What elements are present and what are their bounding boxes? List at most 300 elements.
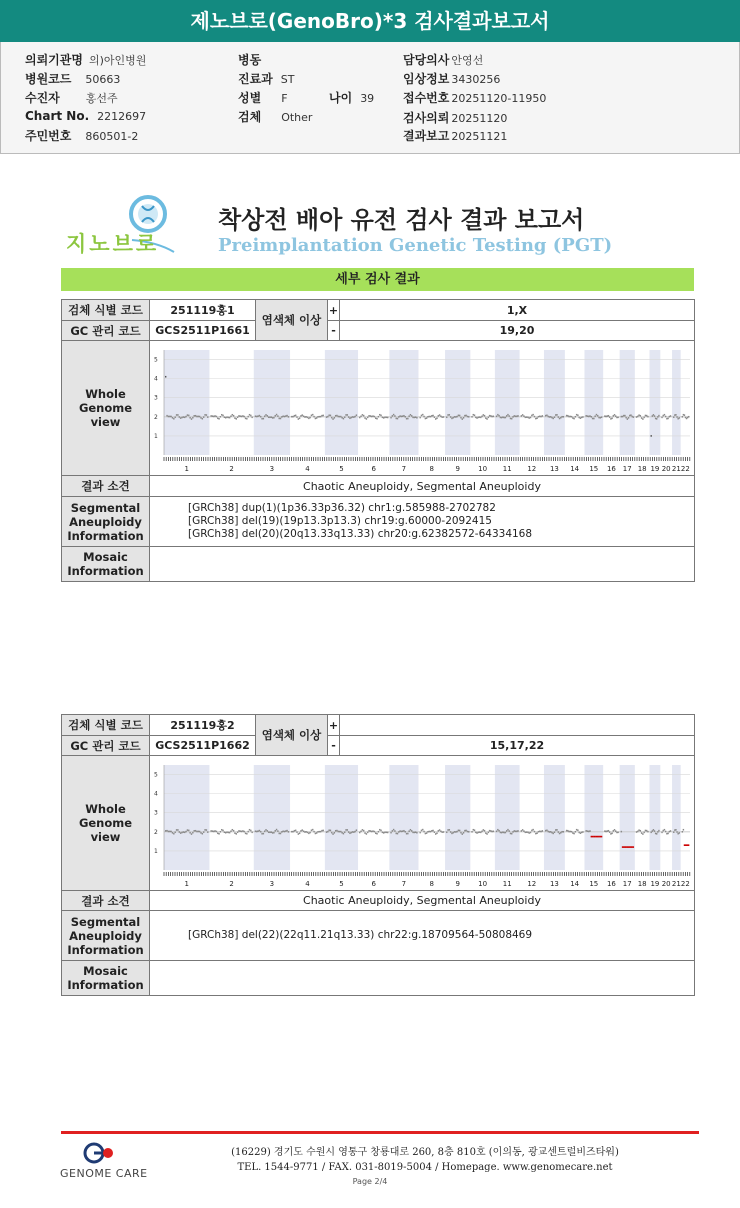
cnv-point	[238, 415, 239, 417]
chromosome-label: 4	[305, 464, 310, 473]
cnv-point	[589, 830, 590, 832]
cnv-point	[511, 417, 512, 419]
cnv-point	[617, 831, 618, 833]
cnv-point	[438, 830, 439, 832]
cnv-point	[319, 415, 320, 417]
cnv-point	[614, 829, 615, 831]
cnv-point	[228, 416, 229, 418]
cnv-point	[179, 831, 180, 833]
cnv-point	[560, 416, 561, 418]
cnv-point	[473, 413, 474, 415]
cnv-point	[370, 415, 371, 417]
gc-code-value: GCS2511P1661	[150, 321, 256, 341]
cnv-point	[616, 831, 617, 833]
cnv-point	[506, 415, 507, 417]
cnv-point	[204, 414, 205, 416]
cnv-point	[387, 831, 388, 833]
cnv-point	[507, 828, 508, 830]
cnv-point	[458, 414, 459, 416]
cnv-point	[268, 416, 269, 418]
cnv-point	[670, 415, 671, 417]
info-label: 의뢰기관명	[25, 53, 83, 67]
cnv-point	[560, 831, 561, 833]
cnv-point	[165, 375, 166, 377]
cnv-point	[607, 415, 608, 417]
cnv-point	[525, 416, 526, 418]
cnv-point	[665, 415, 666, 417]
cnv-point	[202, 832, 203, 834]
cnv-point	[273, 831, 274, 833]
chromosome-label: 17	[622, 879, 632, 888]
cnv-point	[380, 414, 381, 416]
cnv-point	[295, 414, 296, 416]
cnv-point	[214, 415, 215, 417]
whole-genome-chart-2	[150, 756, 695, 891]
cnv-point	[458, 829, 459, 831]
chromosome-band	[584, 350, 603, 455]
cnv-point	[379, 828, 380, 830]
cnv-point	[259, 829, 260, 831]
cnv-point	[169, 415, 170, 417]
cnv-point	[188, 414, 189, 416]
info-value: F	[281, 92, 288, 105]
cnv-point	[216, 830, 217, 832]
cnv-point	[673, 831, 674, 833]
cnv-point	[527, 831, 528, 833]
chromosome-label: 14	[570, 879, 580, 888]
cnv-point	[439, 829, 440, 831]
cnv-point	[633, 416, 634, 418]
cnv-point	[296, 416, 297, 418]
sample-id-value: 251119홍1	[150, 300, 256, 321]
cnv-point	[598, 416, 599, 418]
cnv-point	[339, 415, 340, 417]
cnv-point	[640, 414, 641, 416]
chromosome-label: 18	[637, 879, 647, 888]
cnv-point	[405, 830, 406, 832]
cnv-point	[623, 414, 624, 416]
cnv-point	[207, 831, 208, 833]
cnv-point	[460, 831, 461, 833]
cnv-point	[594, 415, 595, 417]
cnv-point	[621, 830, 622, 832]
cnv-point	[449, 414, 450, 416]
cnv-point	[585, 414, 586, 416]
cnv-point	[601, 416, 602, 418]
cnv-point	[303, 830, 304, 832]
cnv-point	[331, 416, 332, 418]
cnv-point	[663, 829, 664, 831]
cnv-point	[496, 830, 497, 832]
sample-id-value: 251119홍2	[150, 715, 256, 736]
cnv-point	[554, 416, 555, 418]
cnv-point	[573, 832, 574, 834]
cnv-point	[403, 414, 404, 416]
info-row-chart-no	[25, 109, 146, 123]
genome-plot-2	[150, 757, 695, 890]
cnv-point	[459, 829, 460, 831]
cnv-point	[172, 416, 173, 418]
cnv-point	[526, 416, 527, 418]
cnv-point	[408, 415, 409, 417]
cnv-point	[651, 435, 652, 437]
cnv-point	[440, 415, 441, 417]
info-label: 임상정보	[403, 72, 450, 86]
gain-chromosomes: 1,X	[340, 300, 695, 321]
info-label: 주민번호	[25, 129, 72, 143]
info-value: ST	[280, 73, 295, 86]
cnv-point	[383, 417, 384, 419]
info-label: 진료과	[238, 72, 273, 86]
cnv-point	[478, 831, 479, 833]
cnv-point	[176, 829, 177, 831]
report-title-english: Preimplantation Genetic Testing (PGT)	[218, 235, 613, 256]
cnv-point	[493, 830, 494, 832]
chromosome-label: 19	[650, 464, 660, 473]
cnv-point	[360, 415, 361, 417]
info-label: 담당의사	[403, 53, 450, 67]
chromosome-label: 21	[671, 464, 681, 473]
chromosome-band	[584, 765, 603, 870]
chromosome-label: 20	[661, 464, 671, 473]
page-number: Page 2/4	[352, 1177, 388, 1186]
genome-plot-1	[150, 342, 695, 475]
chromosome-band	[620, 765, 635, 870]
cnv-point	[412, 831, 413, 833]
info-row-hospital-code	[25, 70, 120, 87]
cnv-point	[480, 831, 481, 833]
cnv-point	[415, 831, 416, 833]
cnv-point	[568, 830, 569, 832]
cnv-point	[210, 830, 211, 832]
cnv-point	[570, 830, 571, 832]
cnv-point	[521, 415, 522, 417]
cnv-point	[592, 417, 593, 419]
cnv-point	[378, 830, 379, 832]
cnv-point	[563, 415, 564, 417]
cnv-point	[455, 416, 456, 418]
cnv-point	[641, 832, 642, 834]
cnv-point	[286, 414, 287, 416]
cnv-point	[191, 833, 192, 835]
cnv-point	[502, 416, 503, 418]
cnv-point	[172, 831, 173, 833]
cnv-point	[486, 833, 487, 835]
cnv-point	[581, 831, 582, 833]
cnv-point	[667, 832, 668, 834]
segmental-line: [GRCh38] del(20)(20q13.33q13.33) chr20:g.62382572-64334168	[188, 528, 533, 540]
cnv-point	[206, 414, 207, 416]
cnv-point	[611, 832, 612, 834]
cnv-point	[559, 417, 560, 419]
cnv-point	[432, 829, 433, 831]
cnv-point	[362, 829, 363, 831]
cnv-point	[256, 415, 257, 417]
cnv-point	[176, 414, 177, 416]
cnv-point	[313, 830, 314, 832]
cnv-point	[185, 830, 186, 832]
cnv-point	[489, 829, 490, 831]
cnv-point	[392, 415, 393, 417]
cnv-point	[615, 830, 616, 832]
cnv-point	[628, 846, 629, 848]
cnv-point	[328, 829, 329, 831]
chromosome-label: 9	[455, 464, 460, 473]
cnv-point	[688, 844, 689, 846]
cnv-point	[181, 831, 182, 833]
cnv-point	[624, 846, 625, 848]
cnv-point	[512, 416, 513, 418]
cnv-point	[484, 414, 485, 416]
cnv-point	[196, 415, 197, 417]
cnv-point	[236, 833, 237, 835]
cnv-point	[300, 830, 301, 832]
cnv-point	[530, 831, 531, 833]
cnv-point	[384, 831, 385, 833]
cnv-point	[335, 414, 336, 416]
cnv-point	[554, 831, 555, 833]
cnv-point	[345, 829, 346, 831]
segmental-label: Segmental Aneuploidy Information	[62, 911, 150, 961]
cnv-point	[246, 832, 247, 834]
cnv-point	[236, 418, 237, 420]
y-tick-label: 5	[154, 356, 158, 364]
info-row-department	[238, 70, 294, 87]
cnv-point	[682, 831, 683, 833]
cnv-point	[431, 415, 432, 417]
cnv-point	[330, 414, 331, 416]
cnv-point	[642, 833, 643, 835]
cnv-point	[272, 417, 273, 419]
cnv-point	[288, 831, 289, 833]
cnv-point	[682, 416, 683, 418]
cnv-point	[475, 831, 476, 833]
cnv-point	[203, 416, 204, 418]
cnv-point	[615, 415, 616, 417]
cnv-point	[646, 829, 647, 831]
cnv-point	[288, 416, 289, 418]
cnv-point	[284, 415, 285, 417]
cnv-point	[571, 415, 572, 417]
cnv-point	[214, 830, 215, 832]
cnv-point	[382, 831, 383, 833]
cnv-point	[479, 831, 480, 833]
chromosome-label: 21	[671, 879, 681, 888]
cnv-point	[221, 828, 222, 830]
cnv-point	[501, 831, 502, 833]
cnv-point	[285, 830, 286, 832]
cnv-point	[175, 416, 176, 418]
cnv-point	[213, 830, 214, 832]
cnv-point	[427, 415, 428, 417]
cnv-point	[484, 829, 485, 831]
cnv-point	[547, 415, 548, 417]
cnv-point	[454, 831, 455, 833]
chromosome-band	[650, 350, 661, 455]
cnv-point	[625, 846, 626, 848]
cnv-point	[294, 829, 295, 831]
segmental-line: [GRCh38] del(22)(22q11.21q13.33) chr22:g.18709564-50808469	[188, 929, 533, 941]
cnv-point	[241, 415, 242, 417]
chromosome-band	[254, 765, 290, 870]
cnv-point	[580, 417, 581, 419]
cnv-point	[629, 414, 630, 416]
cnv-point	[432, 414, 433, 416]
cnv-point	[500, 831, 501, 833]
cnv-point	[261, 417, 262, 419]
cnv-point	[416, 831, 417, 833]
cnv-point	[213, 415, 214, 417]
cnv-point	[507, 413, 508, 415]
cnv-point	[676, 831, 677, 833]
cnv-point	[222, 414, 223, 416]
cnv-point	[359, 416, 360, 418]
cnv-point	[194, 414, 195, 416]
cnv-point	[294, 414, 295, 416]
cnv-point	[292, 830, 293, 832]
sample-id-label: 검체 식별 코드	[62, 715, 150, 736]
cnv-point	[232, 413, 233, 415]
cnv-point	[298, 833, 299, 835]
cnv-point	[506, 830, 507, 832]
chromosome-label: 16	[606, 879, 616, 888]
cnv-point	[218, 417, 219, 419]
cnv-point	[241, 830, 242, 832]
cnv-point	[675, 414, 676, 416]
cnv-point	[455, 831, 456, 833]
cnv-point	[280, 832, 281, 834]
info-label: 검사의뢰	[403, 111, 450, 125]
cnv-point	[309, 831, 310, 833]
info-value: Other	[281, 111, 313, 124]
cnv-point	[331, 831, 332, 833]
cnv-point	[465, 414, 466, 416]
cnv-point	[601, 835, 602, 837]
patient-info-panel	[0, 42, 740, 154]
cnv-point	[647, 415, 648, 417]
cnv-point	[412, 416, 413, 418]
cnv-point	[456, 830, 457, 832]
cnv-point	[510, 417, 511, 419]
cnv-point	[345, 414, 346, 416]
cnv-point	[229, 831, 230, 833]
chromosome-label: 12	[527, 879, 537, 888]
cnv-point	[509, 830, 510, 832]
cnv-point	[180, 832, 181, 834]
chromosome-band	[650, 765, 661, 870]
cnv-point	[317, 831, 318, 833]
cnv-point	[384, 416, 385, 418]
chromosome-band	[164, 350, 209, 455]
cnv-point	[245, 417, 246, 419]
cnv-point	[234, 417, 235, 419]
chromosome-band	[389, 350, 418, 455]
cnv-point	[411, 830, 412, 832]
cnv-point	[202, 417, 203, 419]
cnv-point	[497, 828, 498, 830]
cnv-point	[585, 829, 586, 831]
cnv-point	[308, 417, 309, 419]
cnv-point	[419, 831, 420, 833]
cnv-point	[532, 413, 533, 415]
cnv-point	[546, 414, 547, 416]
gain-chromosomes	[340, 715, 695, 736]
cnv-point	[348, 831, 349, 833]
cnv-point	[542, 830, 543, 832]
cnv-point	[280, 417, 281, 419]
cnv-point	[664, 828, 665, 830]
cnv-point	[257, 415, 258, 417]
info-value: 20251120-11950	[451, 92, 547, 105]
cnv-point	[192, 416, 193, 418]
cnv-point	[535, 832, 536, 834]
chromosome-label: 16	[606, 464, 616, 473]
cnv-point	[246, 417, 247, 419]
contact-line: TEL. 1544-9771 / FAX. 031-8019-5004 / Homepage. www.genomecare.net	[237, 1162, 613, 1173]
cnv-point	[453, 831, 454, 833]
cnv-point	[446, 831, 447, 833]
cnv-point	[379, 413, 380, 415]
cnv-point	[593, 835, 594, 837]
cnv-point	[636, 416, 637, 418]
segmental-line: [GRCh38] dup(1)(1p36.33p36.32) chr1:g.585988-2702782	[188, 502, 496, 514]
cnv-point	[166, 829, 167, 831]
cnv-point	[643, 831, 644, 833]
cnv-point	[536, 832, 537, 834]
cnv-point	[378, 415, 379, 417]
cnv-point	[353, 831, 354, 833]
cnv-point	[260, 830, 261, 832]
chromosome-band	[445, 350, 470, 455]
cnv-point	[449, 829, 450, 831]
cnv-point	[204, 829, 205, 831]
cnv-point	[187, 829, 188, 831]
cnv-point	[669, 415, 670, 417]
cnv-point	[567, 829, 568, 831]
cnv-point	[169, 830, 170, 832]
footer-divider	[61, 1131, 699, 1134]
cnv-point	[184, 416, 185, 418]
chromosome-band	[389, 765, 418, 870]
cnv-point	[311, 414, 312, 416]
cnv-point	[183, 416, 184, 418]
cnv-point	[446, 416, 447, 418]
cnv-point	[591, 835, 592, 837]
chromosome-label: 3	[269, 464, 275, 473]
cnv-point	[267, 830, 268, 832]
cnv-point	[597, 835, 598, 837]
cnv-point	[200, 417, 201, 419]
address-line: (16229) 경기도 수원시 영통구 창룡대로 260, 8층 810호 (이의동, 광교센트럴비즈타워)	[231, 1147, 619, 1158]
cnv-point	[396, 832, 397, 834]
cnv-point	[374, 415, 375, 417]
cnv-point	[392, 830, 393, 832]
cnv-point	[170, 415, 171, 417]
chromosome-label: 4	[305, 879, 310, 888]
cnv-point	[216, 415, 217, 417]
chromosome-label: 2	[229, 464, 234, 473]
cnv-point	[421, 414, 422, 416]
y-tick-label: 4	[154, 375, 158, 383]
cnv-point	[224, 831, 225, 833]
cnv-point	[393, 413, 394, 415]
cnv-point	[576, 413, 577, 415]
cnv-point	[238, 830, 239, 832]
cnv-point	[531, 829, 532, 831]
cnv-point	[316, 417, 317, 419]
cnv-point	[218, 832, 219, 834]
cnv-point	[195, 414, 196, 416]
